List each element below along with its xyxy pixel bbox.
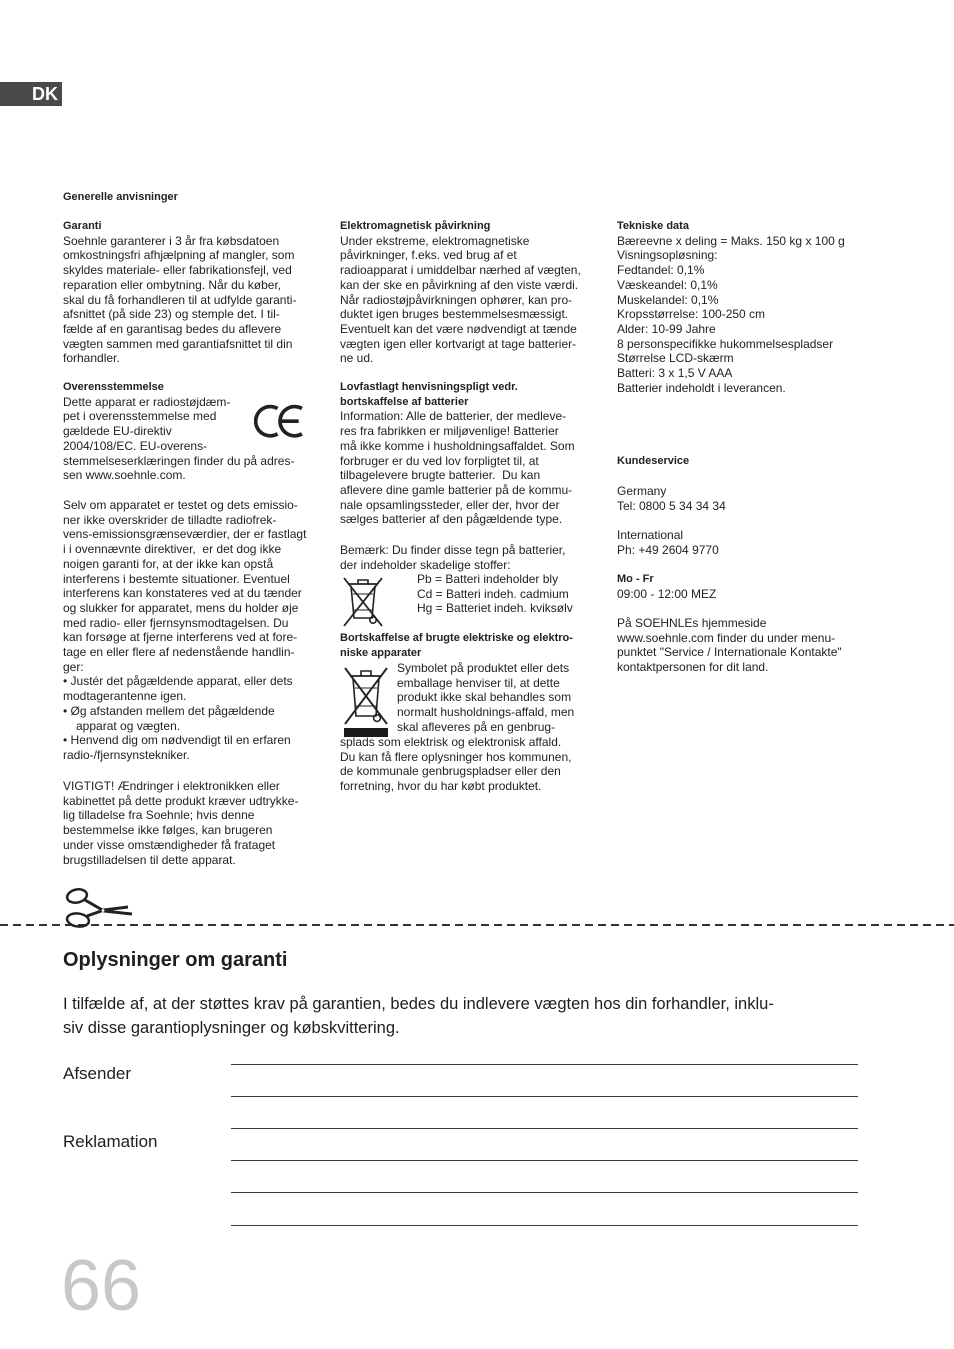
- warranty-body: Soehnle garanterer i 3 år fra købsdatoen omkostningsfri afhjælpning af mangler, som skyldes materiale- eller fabrikationsfejl, ved reparation eller ombytning. Når du køber, skal du få forhandleren til at udfylde garanti- afsnittet (på side 23) og stemple det. I til- fælde af en garantisag bedes du aflevere vægten sammen med garantiafsnittet til din forhandler.: [63, 233, 297, 366]
- conformity-body: Dette apparat er radiostøjdæm- pet i overensstemmelse med gældede EU-direktiv 2004/108/EC. EU-overens- stemmelseserklæringen finder du på adres- sen www.soehnle.com.: [63, 394, 295, 483]
- spec-line: Batteri: 3 x 1,5 V AAA: [617, 366, 733, 381]
- battery-disposal-body: Information: Alle de batterier, der medleve- res fra fabrikken er miljøvenlige! Batterier må ikke komme i husholdningsaffaldet. Som forbruger er du ved lov forpligtet til, at tilbagelevere brugte batterier. Du kan aflevere dine gamle batterier på de kommu- nale opsamlingssteder, eller der, hvor der sælges batterier af den pågældende type.: [340, 409, 575, 527]
- service-hours-time: 09:00 - 12:00 MEZ: [617, 586, 717, 601]
- spec-line: Batterier indeholdt i leverancen.: [617, 380, 786, 395]
- interference-section: [63, 498, 306, 763]
- write-in-line: [231, 1225, 858, 1226]
- spec-line: Væskeandel: 0,1%: [617, 277, 718, 292]
- technical-data-section: [617, 219, 845, 395]
- website-note: På SOEHNLEs hjemmeside www.soehnle.com finder du under menu- punktet "Service / Internationale Kontakte" kontaktpersonen for dit land.: [617, 616, 842, 675]
- contact-germany-label: Germany: [617, 484, 667, 498]
- write-in-line: [231, 1064, 858, 1065]
- battery-code-hg: Hg = Batteriet indeh. kviksølv: [417, 601, 573, 616]
- bullet-item: • Øg afstanden mellem det pågældende apparat og vægten.: [63, 703, 275, 733]
- conformity-heading: Overensstemmelse: [63, 381, 164, 393]
- emc-heading: Elektromagnetisk påvirkning: [340, 220, 491, 232]
- ce-mark-icon: [254, 400, 306, 444]
- technical-data-heading: Tekniske data: [617, 220, 689, 232]
- warranty-heading: Garanti: [63, 220, 102, 232]
- weee-crossed-bin-icon: [341, 662, 391, 738]
- bullet-item: • Justér det pågældende apparat, eller dets modtagerantenne igen.: [63, 674, 293, 704]
- important-notice: VIGTIGT! Ændringer i elektronikken eller kabinettet på dette produkt kræver udtrykke- lig tilladelse fra Soehnle; hvis denne bestemmelse ikke følges, kan brugeren under visse omstændigheder få frataget brugstilladelsen til dette apparat.: [63, 779, 299, 867]
- battery-disposal-section: [340, 380, 575, 527]
- spec-line: Fedtandel: 0,1%: [617, 263, 705, 278]
- spec-line: Muskelandel: 0,1%: [617, 292, 719, 307]
- contact-germany-phone: Tel: 0800 5 34 34 34: [617, 498, 726, 513]
- battery-code-cd: Cd = Batteri indeh. cadmium: [417, 586, 569, 601]
- write-in-line: [231, 1160, 858, 1161]
- spec-line: Alder: 10-99 Jahre: [617, 321, 716, 336]
- general-instructions-title: Generelle anvisninger: [63, 191, 178, 203]
- contact-germany: [617, 484, 726, 513]
- spec-line: Kropsstørrelse: 100-250 cm: [617, 307, 766, 322]
- interference-body: Selv om apparatet er testet og dets emissio- ner ikke overskrider de tilladte radiofrek- vens-emissionsgrænseværdier, der er fastlagt i i ovennævnte direktiver, er det dog ikke noigen garanti for, at der ikke kan opstå interferens i bestemte situationer. Eventuel interferens kan konstateres ved at du tænder og slukker for apparatet, mens du holder øje med radio- eller fjernsynsmodtagelsen. Du kan forsøge at fjerne interferens ved at fore- tage en eller flere af nedenstående handlin- ger:: [63, 498, 307, 674]
- spec-line: Bæreevne x deling = Maks. 150 kg x 100 g: [617, 233, 845, 248]
- contact-international: [617, 528, 719, 557]
- write-in-line: [231, 1128, 858, 1129]
- warranty-section: [63, 219, 296, 366]
- bullet-item: • Henvend dig om nødvendigt til en erfaren radio-/fjernsynstekniker.: [63, 733, 291, 762]
- emc-section: [340, 219, 581, 366]
- guarantee-form-intro: I tilfælde af, at der støttes krav på garantien, bedes du indlevere vægten hos din forhandler, inklu- siv disse garantioplysninger og købskvittering.: [63, 995, 774, 1037]
- customer-service-heading: Kundeservice: [617, 455, 690, 467]
- language-tab-dk: DK: [0, 82, 62, 106]
- weee-body-beside-icon: Symbolet på produktet eller dets emballage henviser til, at dette produkt ikke skal behandles som normalt husholdnings-affald, men skal afleveres på en genbrug-: [397, 661, 575, 734]
- write-in-line: [231, 1192, 858, 1193]
- service-hours: [617, 572, 716, 601]
- guarantee-form-title: Oplysninger om garanti: [63, 949, 288, 971]
- claim-label: Reklamation: [63, 1132, 158, 1151]
- scissors-icon: [64, 886, 134, 932]
- spec-line: 8 personspecifikke hukommelsespladser: [617, 336, 834, 351]
- contact-international-label: International: [617, 528, 684, 542]
- service-hours-days: Mo - Fr: [617, 573, 654, 585]
- sender-label: Afsender: [63, 1064, 132, 1083]
- battery-code-pb: Pb = Batteri indeholder bly: [417, 572, 559, 586]
- page-number: 66: [61, 1246, 142, 1326]
- battery-disposal-heading: Lovfastlagt henvisningspligt vedr. bortskaffelse af batterier: [340, 381, 518, 408]
- battery-note: Bemærk: Du finder disse tegn på batterier, der indeholder skadelige stoffer:: [340, 543, 566, 572]
- weee-body: splads som elektrisk og elektronisk affald. Du kan få flere oplysninger hos kommunen, de kommunale genbrugspladser eller den forretning, hvor du har købt produktet.: [340, 735, 572, 794]
- weee-heading: Bortskaffelse af brugte elektriske og elektro- niske apparater: [340, 632, 573, 659]
- contact-international-phone: Ph: +49 2604 9770: [617, 542, 719, 557]
- spec-line: Visningsopløsning:: [617, 248, 718, 263]
- write-in-line: [231, 1096, 858, 1097]
- spec-line: Størrelse LCD-skærm: [617, 351, 734, 366]
- emc-body: Under ekstreme, elektromagnetiske påvirkninger, f.eks. ved brug af et radioapparat i umiddelbar nærhed af vægten, kan der ske en påvirkning af den viste værdi. Når radiostøjpåvirkningen ophører, kan pro- duktet igen bruges bestemmelsesmæssigt. Eventuelt kan det være nødvendigt at tænde vægten igen eller kortvarigt at tage batterier- ne ud.: [340, 233, 581, 366]
- battery-codes-list: [417, 572, 573, 616]
- crossed-bin-icon: [340, 572, 386, 628]
- dashed-cut-line: [0, 918, 954, 932]
